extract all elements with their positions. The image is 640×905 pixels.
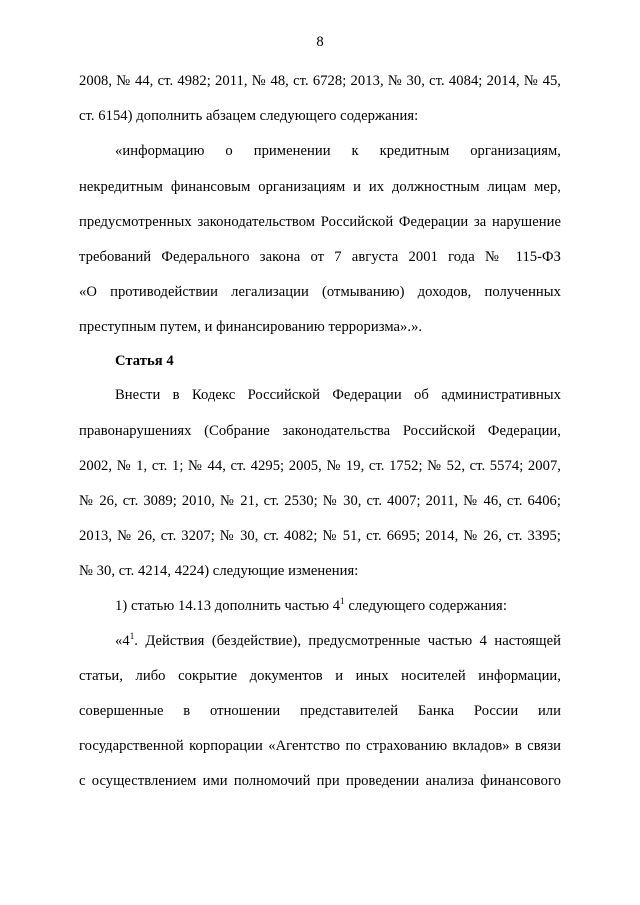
text-line: статьи, либо сокрытие документов и иных носителей информации,	[79, 668, 561, 684]
text-line: 2002, № 1, ст. 1; № 44, ст. 4295; 2005, № 19, ст. 1752; № 52, ст. 5574; 2007,	[79, 458, 561, 474]
text-line: с осуществлением ими полномочий при проведении анализа финансового	[79, 773, 561, 789]
text-line: государственной корпорации «Агентство по страхованию вкладов» в связи	[79, 738, 561, 754]
text-line: ст. 6154) дополнить абзацем следующего содержания:	[79, 108, 419, 124]
superscript: 1	[129, 631, 135, 641]
text-line: 2013, № 26, ст. 3207; № 30, ст. 4082; № 51, ст. 6695; 2014, № 26, ст. 3395;	[79, 528, 561, 544]
superscript: 1	[340, 596, 345, 606]
text-line	[115, 632, 561, 650]
text-line: Внести в Кодекс Российской Федерации об административных	[115, 387, 561, 403]
text-line: требований Федерального закона от 7 августа 2001 года № 115-ФЗ	[79, 249, 561, 265]
text-segment: следующего содержания:	[344, 598, 507, 614]
text-line: «информацию о применении к кредитным организациям,	[115, 143, 561, 159]
text-segment: «4	[115, 633, 130, 649]
article-heading: Статья 4	[115, 353, 174, 369]
text-line: некредитным финансовым организациям и их должностным лицам мер,	[79, 179, 561, 195]
text-segment: 1) статью 14.13 дополнить частью 4	[115, 598, 341, 614]
text-line: 2008, № 44, ст. 4982; 2011, № 48, ст. 6728; 2013, № 30, ст. 4084; 2014, № 45,	[79, 73, 561, 89]
text-line: совершенные в отношении представителей Банка России или	[79, 703, 561, 719]
text-line: № 26, ст. 3089; 2010, № 21, ст. 2530; № 30, ст. 4007; 2011, № 46, ст. 6406;	[79, 493, 561, 509]
text-line: № 30, ст. 4214, 4224) следующие изменения:	[79, 563, 359, 579]
text-line: «О противодействии легализации (отмыванию) доходов, полученных	[79, 284, 561, 300]
page-number: 8	[316, 34, 324, 50]
text-line: предусмотренных законодательством Российской Федерации за нарушение	[79, 214, 561, 230]
text-line: правонарушениях (Собрание законодательства Российской Федерации,	[79, 423, 561, 439]
text-segment: . Действия (бездействие), предусмотренные частью 4 настоящей	[134, 633, 561, 649]
text-line: преступным путем, и финансированию терроризма».».	[79, 319, 423, 335]
text-line	[115, 597, 561, 615]
